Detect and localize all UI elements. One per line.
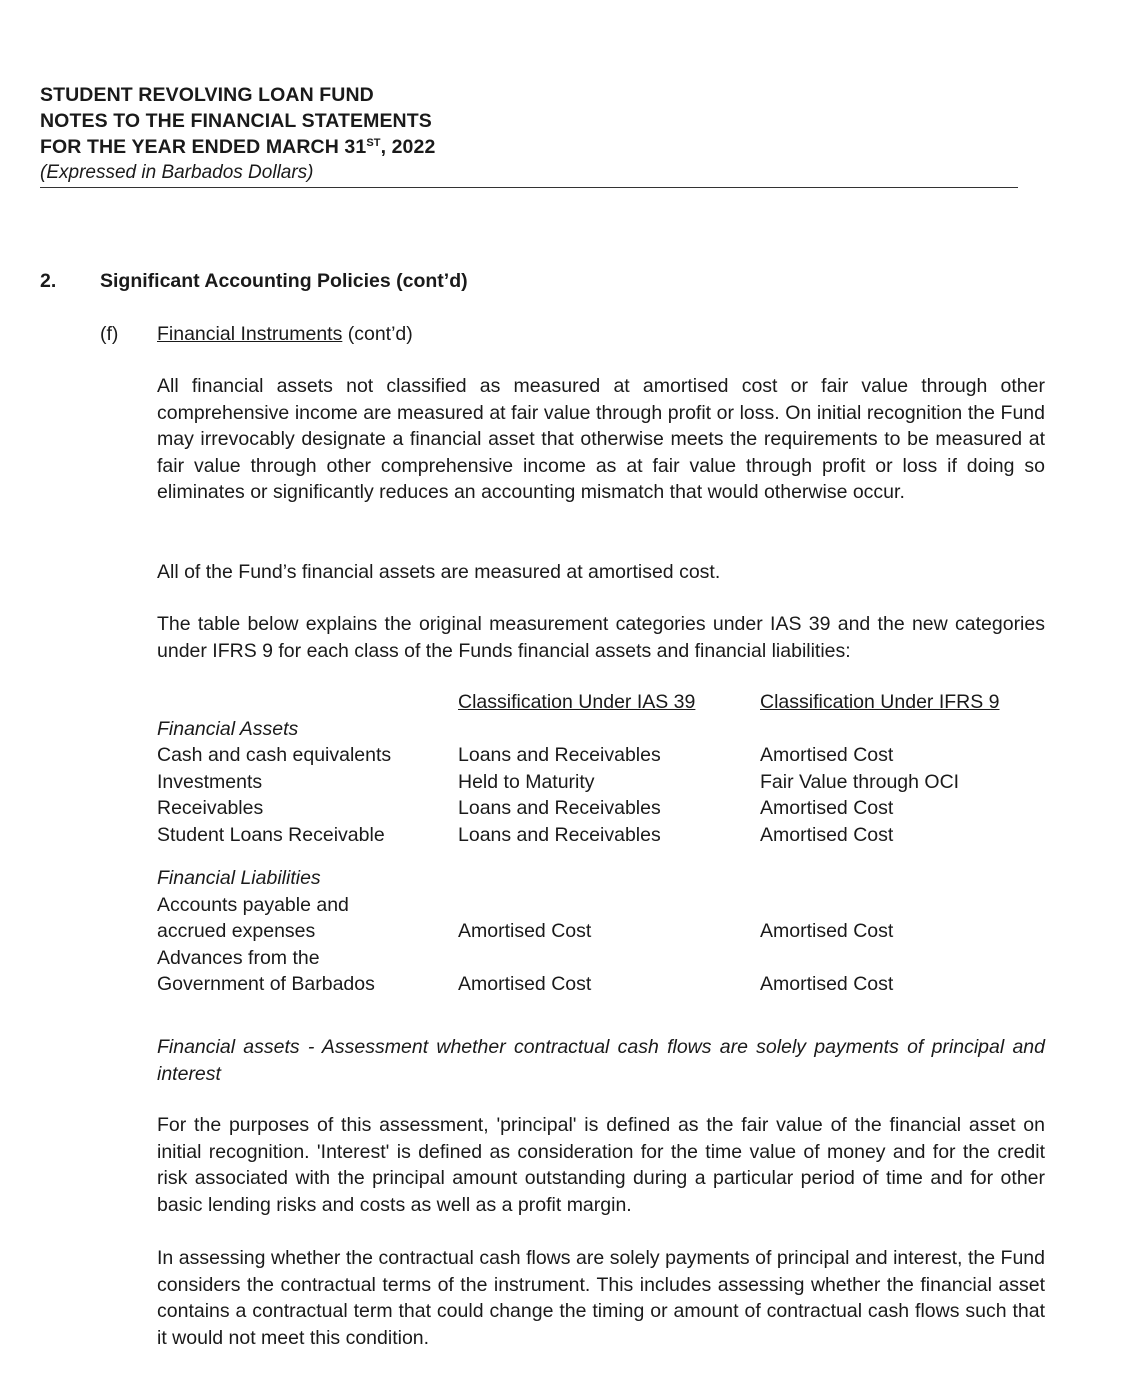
table-row	[157, 892, 1060, 945]
row-ias39: Loans and Receivables	[458, 744, 661, 766]
table-row	[157, 945, 1060, 998]
table-row	[157, 742, 1060, 769]
liabilities-group-row	[157, 865, 1060, 892]
period-prefix: FOR THE YEAR ENDED MARCH 31	[40, 136, 367, 158]
row-ifrs9: Amortised Cost	[760, 823, 894, 846]
col-header-ias39: Classification Under IAS 39	[458, 691, 696, 713]
document-header	[40, 82, 1018, 186]
row-ifrs9: Amortised Cost	[760, 920, 894, 942]
paragraph-sppi-assessment: In assessing whether the contractual cash flows are solely payments of principal and interest, the Fund considers the contractual terms of the instrument. This includes assessing whether the financial asset contains a contractual term that could change the timing or amount of contractual cash flows such that it would not meet this condition.	[157, 1247, 1045, 1349]
row-item: Accounts payable and accrued expenses	[157, 893, 349, 942]
period-suffix: , 2022	[380, 136, 436, 158]
row-ifrs9: Fair Value through OCI	[760, 770, 960, 793]
row-item: Student Loans Receivable	[157, 823, 385, 846]
row-ias39: Amortised Cost	[458, 920, 592, 942]
row-ias39: Loans and Receivables	[458, 823, 661, 846]
paragraph-sppi-heading: Financial assets - Assessment whether contractual cash flows are solely payments of principal and interest	[157, 1036, 1045, 1085]
row-ias39: Amortised Cost	[458, 973, 592, 995]
period-superscript: ST	[366, 137, 381, 149]
assets-group-row	[157, 716, 1060, 743]
col-header-ifrs9: Classification Under IFRS 9	[760, 691, 1000, 713]
subsection-heading	[100, 321, 413, 347]
paragraph-principal-definition: For the purposes of this assessment, 'principal' is defined as the fair value of the financial asset on initial recognition. 'Interest' is defined as consideration for the time value of money and for the credit risk associated with the principal amount outstanding during a particular period of time and for other basic lending risks and costs as well as a profit margin.	[157, 1114, 1045, 1216]
table-row	[157, 769, 1060, 796]
table-header-row	[157, 689, 1060, 716]
subsection-label: (f)	[100, 323, 119, 345]
table-spacer	[157, 848, 1060, 865]
row-item: Investments	[157, 770, 263, 793]
row-item: Cash and cash equivalents	[157, 744, 392, 766]
section-title: Significant Accounting Policies (cont’d)	[100, 270, 468, 292]
classification-table	[157, 689, 1060, 998]
row-item: Advances from the Government of Barbados	[157, 946, 375, 995]
row-ias39: Held to Maturity	[458, 770, 595, 793]
row-ifrs9: Amortised Cost	[760, 744, 894, 766]
subsection-suffix: (cont’d)	[342, 323, 413, 345]
currency-note: (Expressed in Barbados Dollars)	[40, 162, 314, 183]
period-line	[40, 134, 1018, 160]
subsection-title: Financial Instruments	[157, 323, 343, 345]
section-heading	[40, 268, 468, 294]
liabilities-heading: Financial Liabilities	[157, 867, 321, 889]
row-item: Receivables	[157, 797, 264, 819]
header-divider	[40, 187, 1018, 188]
table-row	[157, 822, 1060, 849]
fund-name: STUDENT REVOLVING LOAN FUND	[40, 84, 374, 106]
paragraph-amortised-cost: All of the Fund’s financial assets are measured at amortised cost.	[157, 561, 721, 583]
row-ias39: Loans and Receivables	[458, 797, 661, 819]
row-ifrs9: Amortised Cost	[760, 797, 894, 819]
table-row	[157, 795, 1060, 822]
document-title: NOTES TO THE FINANCIAL STATEMENTS	[40, 110, 432, 132]
row-ifrs9: Amortised Cost	[760, 973, 894, 995]
assets-heading: Financial Assets	[157, 717, 299, 740]
section-number: 2.	[40, 270, 57, 292]
paragraph-table-intro: The table below explains the original measurement categories under IAS 39 and the new categories under IFRS 9 for each class of the Funds financial assets and financial liabilities:	[157, 613, 1045, 662]
paragraph-fvtpl: All financial assets not classified as measured at amortised cost or fair value through other comprehensive income are measured at fair value through profit or loss. On initial recognition the Fund may irrevocably designate a financial asset that otherwise meets the requirements to be measured at fair value through other comprehensive income as at fair value through profit or loss if doing so eliminates or significantly reduces an accounting mismatch that would otherwise occur.	[157, 375, 1045, 503]
